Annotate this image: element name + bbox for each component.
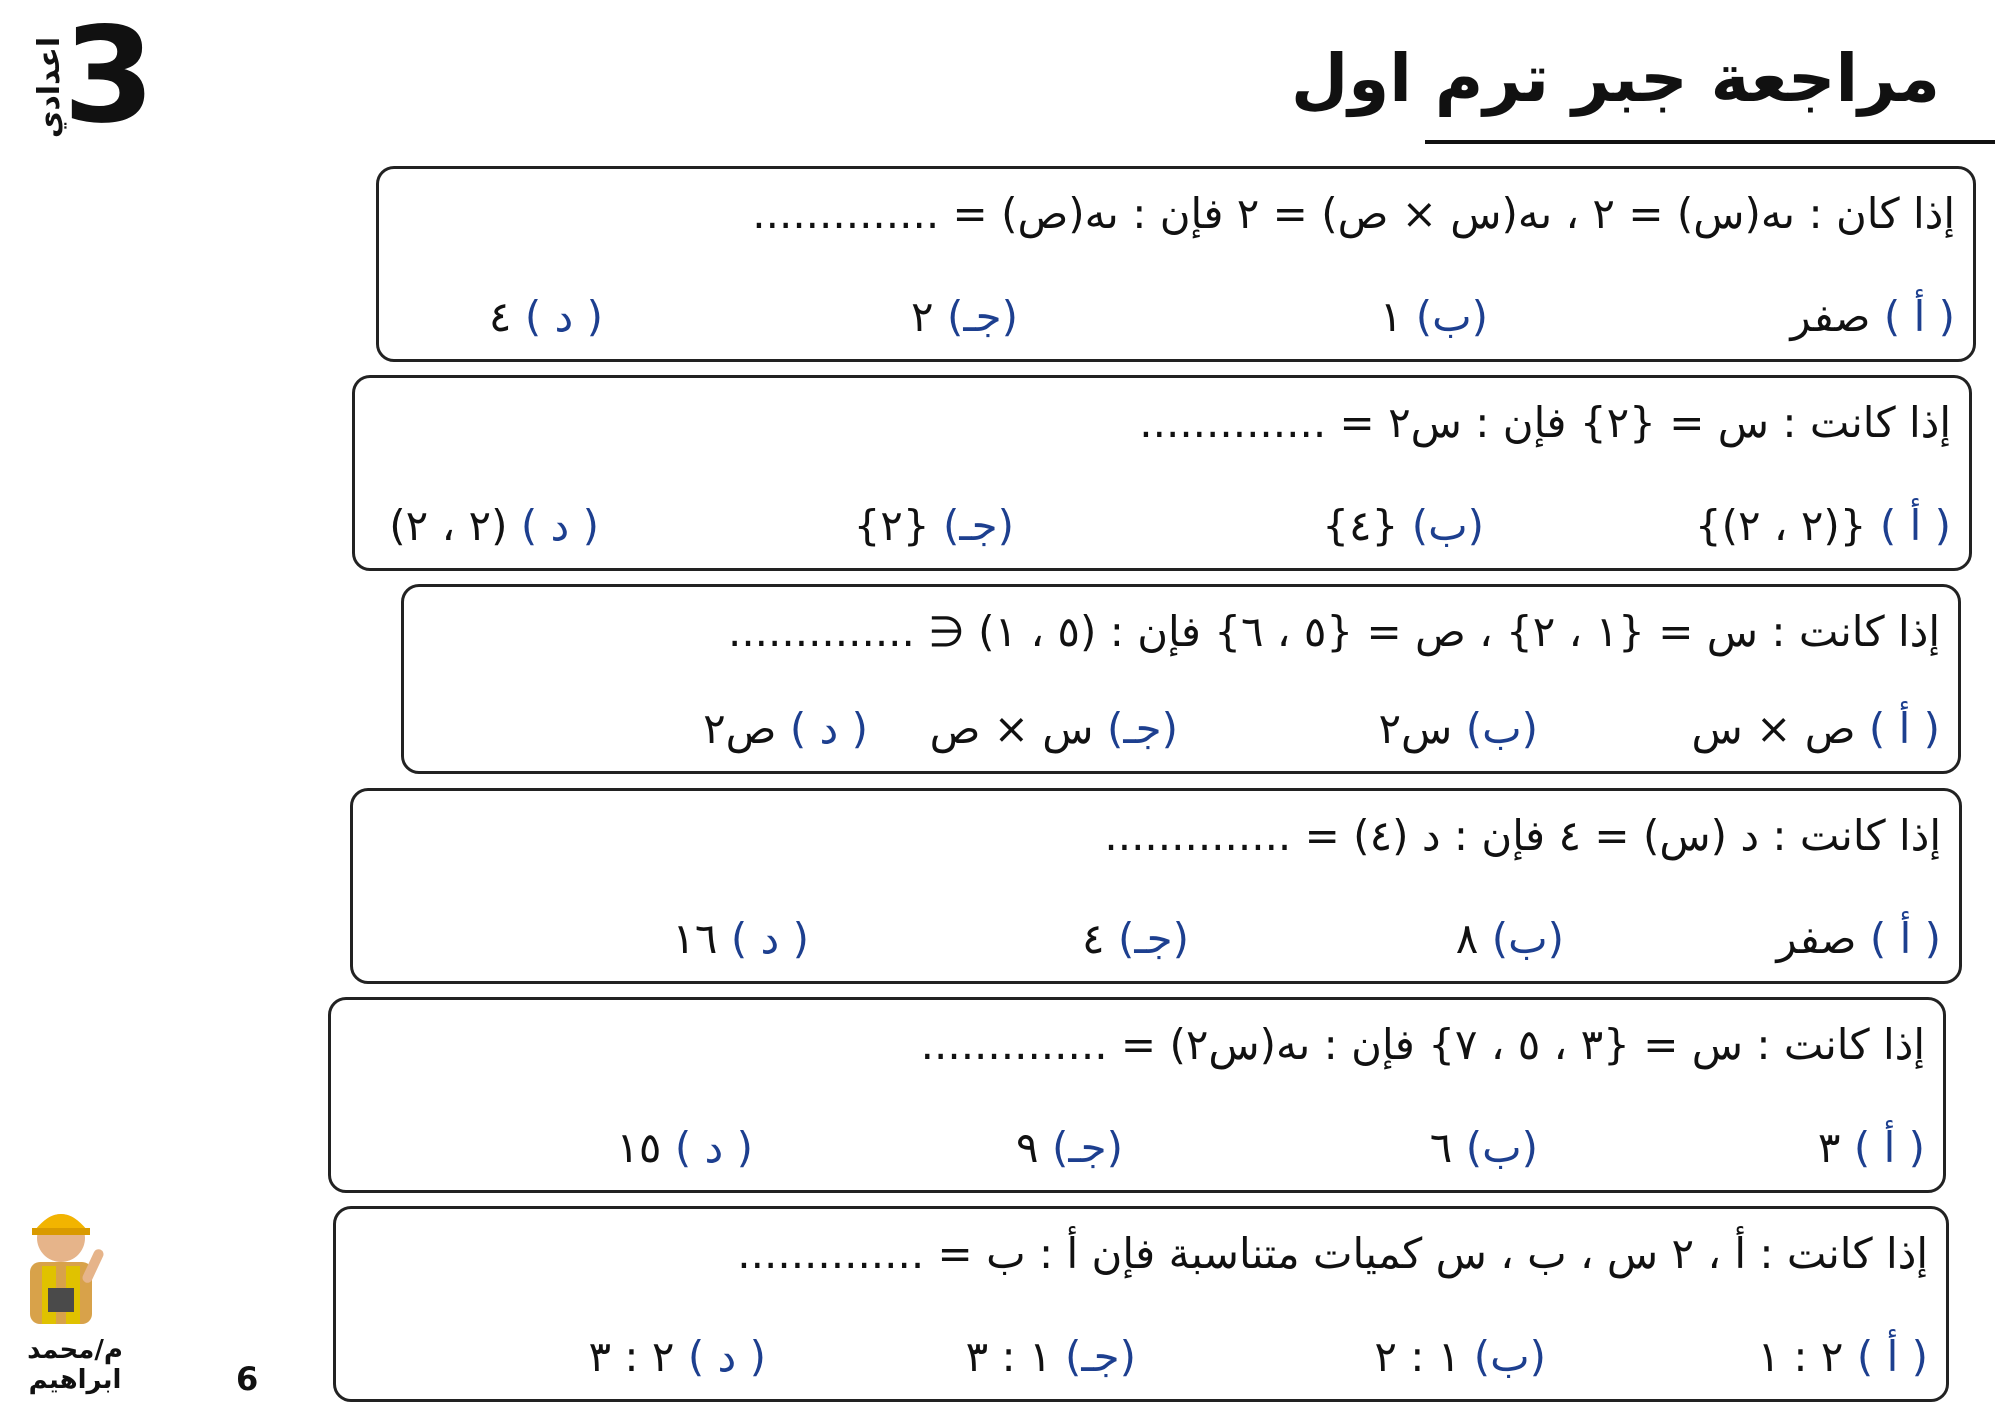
option-c[interactable] <box>966 1328 1136 1387</box>
option-value: ٢ : ٣ <box>588 1332 675 1382</box>
option-b[interactable] <box>1430 1119 1538 1178</box>
option-b[interactable] <box>1380 288 1488 347</box>
teacher-mascot-icon <box>8 1192 118 1332</box>
option-value: س٢ <box>1378 704 1453 754</box>
option-letter: (جـ) <box>1051 1123 1123 1173</box>
option-d[interactable] <box>489 288 603 347</box>
page-number: 6 <box>236 1360 259 1398</box>
option-letter: (ب) <box>1465 1123 1538 1173</box>
option-a[interactable] <box>1776 910 1941 969</box>
option-value: ١ <box>1379 292 1403 342</box>
option-letter: ( أ ) <box>1868 704 1940 754</box>
option-a[interactable] <box>1692 700 1940 759</box>
option-value: ٨ <box>1455 914 1479 964</box>
option-a[interactable] <box>1818 1119 1925 1178</box>
option-value: ص٢ <box>703 704 777 754</box>
option-value: ٤ <box>488 292 512 342</box>
question-text: إذا كانت : س = {٣ ، ٥ ، ٧} فإن : ىه(س٢) = .............. <box>920 1020 1925 1069</box>
option-d[interactable] <box>703 700 868 759</box>
question-box-4 <box>350 788 1962 984</box>
option-value: ١٦ <box>672 914 718 964</box>
option-value: {(٢ ، ٢)} <box>1694 501 1867 551</box>
question-box-3 <box>401 584 1961 774</box>
author-name: م/محمد ابراهيم <box>27 1335 123 1395</box>
option-letter: (جـ) <box>946 292 1018 342</box>
option-letter: ( أ ) <box>1879 501 1951 551</box>
title-underline <box>1425 140 1995 144</box>
option-c[interactable] <box>1016 1119 1123 1178</box>
question-box-2 <box>352 375 1972 571</box>
option-letter: (ب) <box>1491 914 1564 964</box>
option-value: ص × س <box>1691 704 1856 754</box>
option-letter: (ب) <box>1411 501 1484 551</box>
option-c[interactable] <box>930 700 1178 759</box>
option-value: {٤} <box>1322 501 1399 551</box>
question-text: إذا كان : ىه(س) = ٢ ، ىه(س × ص) = ٢ فإن : ىه(ص) = .............. <box>752 189 1955 238</box>
question-text: إذا كانت : س = {٢} فإن : س٢ = .............. <box>1139 398 1951 447</box>
option-letter: ( أ ) <box>1853 1123 1925 1173</box>
option-letter: ( د ) <box>674 1123 753 1173</box>
option-value: (٢ ، ٢) <box>389 501 508 551</box>
option-b[interactable] <box>1374 1328 1546 1387</box>
question-box-1 <box>376 166 1976 362</box>
option-a[interactable] <box>1695 497 1951 556</box>
question-text: إذا كانت : أ ، ٢ س ، ب ، س كميات متناسبة فإن أ : ب = .............. <box>737 1229 1928 1278</box>
option-letter: (جـ) <box>1106 704 1178 754</box>
question-text: إذا كانت : س = {١ ، ٢} ، ص = {٥ ، ٦} فإن : (٥ ، ١) ∈ .............. <box>727 607 1940 656</box>
option-b[interactable] <box>1456 910 1564 969</box>
option-letter: (جـ) <box>1064 1332 1136 1382</box>
grade-number: 3 <box>63 0 155 153</box>
grade-word: اعدادي <box>32 36 68 139</box>
grade-badge <box>15 0 155 153</box>
option-c[interactable] <box>854 497 1014 556</box>
option-d[interactable] <box>672 910 809 969</box>
option-letter: ( د ) <box>524 292 603 342</box>
option-d[interactable] <box>389 497 599 556</box>
option-value: ٢ : ١ <box>1757 1332 1844 1382</box>
option-letter: ( د ) <box>520 501 599 551</box>
option-value: ٩ <box>1016 1123 1039 1173</box>
option-a[interactable] <box>1790 288 1955 347</box>
option-c[interactable] <box>911 288 1018 347</box>
option-letter: ( د ) <box>789 704 868 754</box>
option-value: س × ص <box>929 704 1094 754</box>
question-box-5 <box>328 997 1946 1193</box>
option-d[interactable] <box>616 1119 753 1178</box>
option-letter: ( أ ) <box>1869 914 1941 964</box>
option-value: صفر <box>1790 292 1871 342</box>
option-value: ١٥ <box>616 1123 662 1173</box>
option-letter: ( د ) <box>687 1332 766 1382</box>
option-letter: (جـ) <box>942 501 1014 551</box>
option-letter: ( أ ) <box>1883 292 1955 342</box>
option-letter: (ب) <box>1473 1332 1546 1382</box>
option-letter: (ب) <box>1465 704 1538 754</box>
option-b[interactable] <box>1322 497 1484 556</box>
option-letter: ( د ) <box>730 914 809 964</box>
option-value: ٤ <box>1082 914 1105 964</box>
option-letter: (ب) <box>1415 292 1488 342</box>
option-value: ٣ <box>1817 1123 1841 1173</box>
option-value: ٦ <box>1429 1123 1453 1173</box>
option-c[interactable] <box>1082 910 1189 969</box>
option-a[interactable] <box>1758 1328 1929 1387</box>
question-text: إذا كانت : د (س) = ٤ فإن : د (٤) = .............. <box>1104 811 1941 860</box>
option-letter: (جـ) <box>1117 914 1189 964</box>
option-value: ١ : ٣ <box>965 1332 1052 1382</box>
option-value: ٢ <box>911 292 934 342</box>
option-value: صفر <box>1776 914 1857 964</box>
option-d[interactable] <box>588 1328 766 1387</box>
option-letter: ( أ ) <box>1856 1332 1928 1382</box>
option-b[interactable] <box>1378 700 1538 759</box>
page-title: مراجعة جبر ترم اول <box>1290 40 1940 117</box>
question-box-6 <box>333 1206 1949 1402</box>
option-value: ١ : ٢ <box>1374 1332 1461 1382</box>
option-value: {٢} <box>853 501 930 551</box>
